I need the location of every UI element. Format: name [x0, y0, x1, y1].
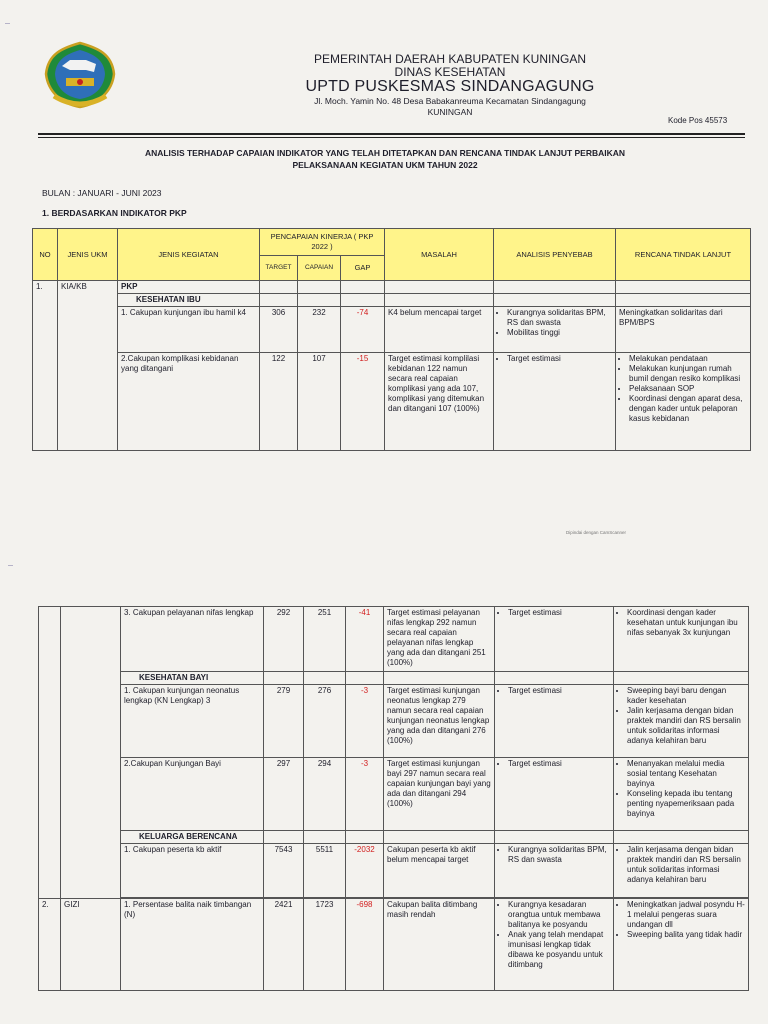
target-cell: 306	[260, 307, 298, 353]
row-no: 1.	[33, 281, 58, 451]
row-jenis-ukm: GIZI	[61, 899, 121, 991]
analisis-cell	[495, 899, 614, 991]
list-item: • Melakukan kunjungan rumah bumil dengan resiko komplikasi	[629, 364, 747, 384]
masalah-cell: Cakupan balita ditimbang masih rendah	[384, 899, 495, 991]
masalah-cell: K4 belum mencapai target	[385, 307, 494, 353]
table-row	[39, 607, 749, 672]
capaian-cell: 232	[298, 307, 341, 353]
table-row	[39, 758, 749, 831]
gap-cell: -3	[346, 758, 384, 831]
col-analisis-header: ANALISIS PENYEBAB	[494, 229, 616, 281]
col-no-header: NO	[33, 229, 58, 281]
kegiatan-cell: 1. Cakupan kunjungan neonatus lengkap (KN Lengkap) 3	[121, 685, 264, 758]
title-line-1: ANALISIS TERHADAP CAPAIAN INDIKATOR YANG TELAH DITETAPKAN DAN RENCANA TINDAK LANJUT PERBAIKAN	[144, 148, 626, 158]
list-item: • Sweeping bayi baru dengan kader kesehatan	[627, 686, 745, 706]
title-line-2: PELAKSANAAN KEGIATAN UKM TAHUN 2022	[292, 160, 478, 170]
kop-address: Jl. Moch. Yamin No. 48 Desa Babakanreuma Kecamatan Sindangagung	[314, 96, 586, 106]
list-item: • Sweeping balita yang tidak hadir	[627, 930, 745, 940]
gap-cell: -3	[346, 685, 384, 758]
capaian-cell: 276	[304, 685, 346, 758]
rencana-cell	[614, 607, 749, 672]
list-item: • Menanyakan melalui media sosial tentang Kesehatan bayinya	[627, 759, 745, 789]
table-row	[33, 307, 751, 353]
kegiatan-cell: 1. Cakupan kunjungan ibu hamil k4	[118, 307, 260, 353]
table-row	[39, 899, 749, 991]
col-jenis-ukm-header: JENIS UKM	[58, 229, 118, 281]
capaian-cell: 294	[304, 758, 346, 831]
table-row	[33, 353, 751, 451]
col-rencana-header: RENCANA TINDAK LANJUT	[616, 229, 751, 281]
target-cell: 7543	[264, 844, 304, 898]
kop-agency: DINAS KESEHATAN	[394, 65, 506, 79]
masalah-cell: Cakupan peserta kb aktif belum mencapai target	[384, 844, 495, 898]
col-pencapaian-header: PENCAPAIAN KINERJA ( PKP 2022 )	[260, 229, 385, 256]
col-gap-header: GAP	[341, 256, 385, 281]
target-cell: 279	[264, 685, 304, 758]
header-divider	[38, 133, 745, 135]
kop-postal-code: Kode Pos 45573	[668, 116, 728, 125]
rencana-cell	[614, 758, 749, 831]
list-item: • Kurangnya kesadaran orangtua untuk membawa balitanya ke posyandu	[508, 900, 610, 930]
list-item: • Koordinasi dengan kader kesehatan untuk kunjungan ibu nifas sebanyak 3x kunjungan	[627, 608, 745, 638]
gap-cell: -74	[341, 307, 385, 353]
capaian-cell: 1723	[304, 899, 346, 991]
target-cell: 297	[264, 758, 304, 831]
subheading-kesehatan-ibu: KESEHATAN IBU	[118, 294, 260, 307]
rencana-cell: Meningkatkan solidaritas dari BPM/BPS	[616, 307, 751, 353]
col-capaian-header: CAPAIAN	[298, 256, 341, 281]
rencana-cell	[614, 899, 749, 991]
kop-puskesmas: UPTD PUSKESMAS SINDANGAGUNG	[305, 78, 595, 95]
kegiatan-cell: 2.Cakupan Kunjungan Bayi	[121, 758, 264, 831]
indicator-table-page2	[38, 606, 749, 991]
masalah-cell: Target estimasi kunjungan bayi 297 namun secara real capaian kunjungan bayi yang ada dan ditangani 294 (100%)	[384, 758, 495, 831]
kegiatan-cell: 2.Cakupan komplikasi kebidanan yang ditangani	[118, 353, 260, 451]
table-row	[39, 844, 749, 898]
subheading-keluarga-berencana: KELUARGA BERENCANA	[121, 831, 264, 844]
gap-cell: -15	[341, 353, 385, 451]
masalah-cell: Target estimasi komplilasi kebidanan 122 namun secara real capaian komplikasi yang ada 107, komplikasi yang ditemukan dan ditangani 107 (100%)	[385, 353, 494, 451]
section-heading: 1. BERDASARKAN INDIKATOR PKP	[42, 208, 187, 218]
scan-speck	[8, 565, 13, 566]
col-masalah-header: MASALAH	[385, 229, 494, 281]
rencana-cell	[616, 353, 751, 451]
masalah-cell: Target estimasi pelayanan nifas lengkap 292 namun secara real capaian pelayanan nifas lengkap yang ada dan ditangani 251 (100%)	[384, 607, 495, 672]
analisis-cell	[495, 607, 614, 672]
analisis-cell	[495, 844, 614, 898]
target-cell: 2421	[264, 899, 304, 991]
list-item: • Target estimasi	[508, 608, 610, 618]
scan-speck	[5, 23, 10, 24]
list-item: • Target estimasi	[507, 354, 612, 364]
kegiatan-cell: 1. Persentase balita naik timbangan (N)	[121, 899, 264, 991]
list-item: • Koordinasi dengan aparat desa, dengan kader untuk pelaporan kasus kebidanan	[629, 394, 747, 424]
list-item: • Anak yang telah mendapat imunisasi lengkap tidak dibawa ke posyandu untuk ditimbang	[508, 930, 610, 970]
masalah-cell: Target estimasi kunjungan neonatus lengkap 279 namun secara real capaian kunjungan neonatus lengkap yang ada dan ditangani 276 (100%)	[384, 685, 495, 758]
document-title	[140, 147, 630, 171]
kop-government: PEMERINTAH DAERAH KABUPATEN KUNINGAN	[313, 52, 587, 66]
table-row	[39, 685, 749, 758]
list-item: • Mobilitas tinggi	[507, 328, 612, 338]
list-item: • Kurangnya solidaritas BPM, RS dan swasta	[508, 845, 610, 865]
analisis-cell	[495, 758, 614, 831]
scanner-watermark: Dipindai dengan CamScanner	[566, 530, 627, 535]
analisis-cell	[494, 353, 616, 451]
list-item: • Kurangnya solidaritas BPM, RS dan swasta	[507, 308, 612, 328]
col-jenis-kegiatan-header: JENIS KEGIATAN	[118, 229, 260, 281]
gap-cell: -2032	[346, 844, 384, 898]
capaian-cell: 251	[304, 607, 346, 672]
target-cell: 122	[260, 353, 298, 451]
col-target-header: TARGET	[260, 256, 298, 281]
list-item: • Target estimasi	[508, 759, 610, 769]
list-item: • Meningkatkan jadwal posyndu H-1 melalui pengeras suara undangan dll	[627, 900, 745, 930]
kegiatan-cell: 1. Cakupan peserta kb aktif	[121, 844, 264, 898]
capaian-cell: 5511	[304, 844, 346, 898]
period-label: BULAN : JANUARI - JUNI 2023	[42, 188, 162, 198]
gap-cell: -41	[346, 607, 384, 672]
analisis-cell	[494, 307, 616, 353]
list-item: • Melakukan pendataan	[629, 354, 747, 364]
pkp-label: PKP	[118, 281, 260, 294]
rencana-cell	[614, 844, 749, 898]
rencana-cell	[614, 685, 749, 758]
list-item: • Pelaksanaan SOP	[629, 384, 747, 394]
row-no: 2.	[39, 899, 61, 991]
row-jenis-ukm: KIA/KB	[58, 281, 118, 451]
kegiatan-cell: 3. Cakupan pelayanan nifas lengkap	[121, 607, 264, 672]
list-item: • Konseling kepada ibu tentang penting nyapemeriksaan pada bayinya	[627, 789, 745, 819]
indicator-table-page1	[32, 228, 751, 451]
analisis-cell	[495, 685, 614, 758]
kop-city: KUNINGAN	[427, 107, 473, 117]
header-divider-thin	[38, 137, 745, 138]
list-item: • Target estimasi	[508, 686, 610, 696]
list-item: • Jalin kerjasama dengan bidan praktek mandiri dan RS bersalin untuk solidaritas informasi adanya kelahiran baru	[627, 706, 745, 746]
capaian-cell: 107	[298, 353, 341, 451]
list-item: • Jalin kerjasama dengan bidan praktek mandiri dan RS bersalin untuk solidaritas informasi adanya kelahiran baru	[627, 845, 745, 885]
gap-cell: -698	[346, 899, 384, 991]
subheading-kesehatan-bayi: KESEHATAN BAYI	[121, 672, 264, 685]
kabupaten-emblem-icon	[40, 40, 120, 110]
target-cell: 292	[264, 607, 304, 672]
